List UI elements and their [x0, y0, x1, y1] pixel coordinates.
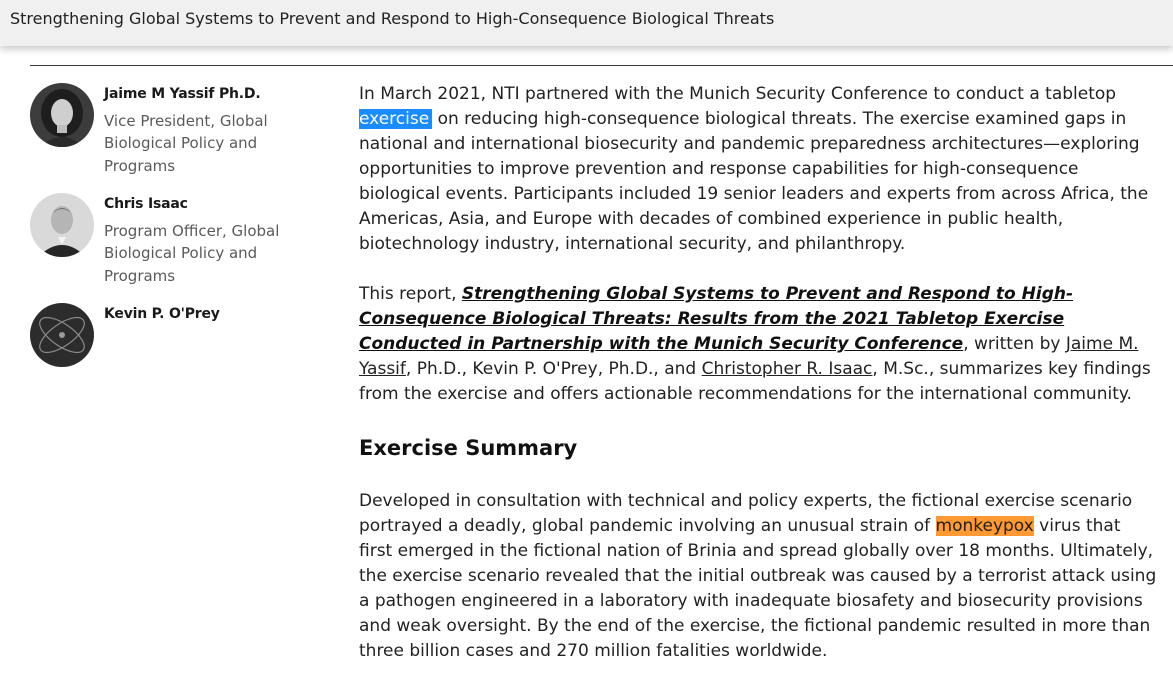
- author-role: Program Officer, Global Biological Policy and Programs: [104, 222, 280, 285]
- paragraph-text: virus that first emerged in the fictional nation of Brinia and spread globally over 18 months. Ultimately, the exercise scenario revealed that the initial outbreak was caused by a terrorist attack using a pathogen engineered in a laboratory with inadequate biosafety and biosecurity provisions and weak oversight. By the end of the exercise, the fictional pandemic resulted in more than three billion cases and 270 million fatalities worldwide.: [359, 516, 1157, 661]
- author-link-jaime-yassif[interactable]: Jaime M. Yassif: [359, 334, 1139, 379]
- paragraph-text: This report,: [359, 284, 462, 304]
- paragraph-text: Developed in consultation with technical and policy experts, the fictional exercise scenario portrayed a deadly, global pandemic involving an unusual strain of: [359, 491, 1133, 536]
- author-link-christopher-isaac[interactable]: Christopher R. Isaac: [701, 359, 873, 379]
- author-name[interactable]: Chris Isaac: [104, 196, 188, 212]
- selected-text[interactable]: exercise: [359, 109, 432, 129]
- author-name[interactable]: Kevin P. O'Prey: [104, 306, 220, 322]
- paragraph-text: on reducing high-consequence biological threats. The exercise examined gaps in national and international biosecurity and pandemic preparedness architectures—exploring opportunities to improve prevention and response capabilities for high-consequence biological events. Participants included 19 senior leaders and experts from across Africa, the Americas, Asia, and Europe with decades of combined experience in public health, biotechnology industry, international security, and philanthropy.: [359, 109, 1149, 254]
- page-title-bar: [0, 0, 1173, 46]
- atom-logo-icon[interactable]: [30, 303, 94, 367]
- author-role: Vice President, Global Biological Policy and Programs: [104, 112, 268, 175]
- report-title-link[interactable]: Strengthening Global Systems to Prevent and Respond to High-Consequence Biological Threats: Results from the 2021 Tabletop Exercise Conducted in Partnership with the Munich Security Conference: [359, 284, 1074, 354]
- article-body: [359, 82, 1159, 689]
- intro-paragraph: [359, 82, 1159, 257]
- paragraph-text: , Ph.D., Kevin P. O'Prey, Ph.D., and: [405, 359, 702, 379]
- author-photo[interactable]: [30, 83, 94, 147]
- highlighted-term[interactable]: monkeypox: [935, 516, 1034, 536]
- paragraph-text: , written by: [963, 334, 1066, 354]
- section-heading: Exercise Summary: [359, 436, 578, 460]
- author-name[interactable]: Jaime M Yassif Ph.D.: [104, 86, 261, 102]
- paragraph-text: , M.Sc., summarizes key findings from the exercise and offers actionable recommendations for the international community.: [359, 359, 1151, 404]
- divider: [30, 65, 1173, 66]
- page-title: Strengthening Global Systems to Prevent and Respond to High-Consequence Biological Threats: [10, 9, 775, 28]
- author-photo[interactable]: [30, 193, 94, 257]
- report-paragraph: [359, 282, 1159, 407]
- paragraph-text: In March 2021, NTI partnered with the Munich Security Conference to conduct a tabletop: [359, 84, 1117, 104]
- summary-paragraph: [359, 489, 1159, 664]
